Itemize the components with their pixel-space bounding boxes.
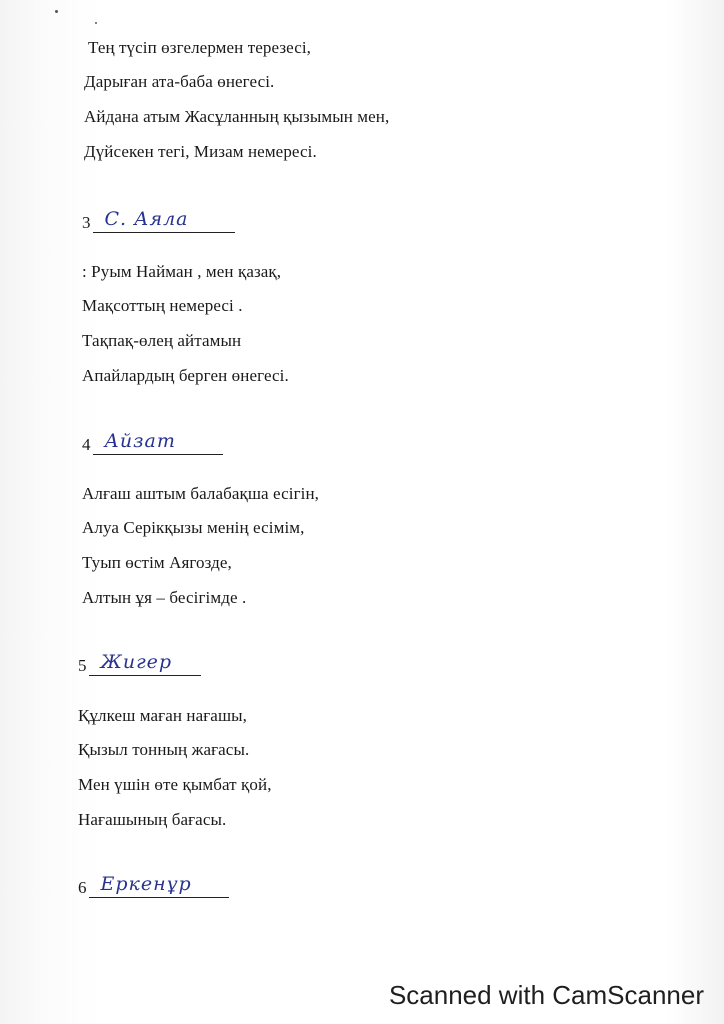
- section-number: 6: [78, 878, 87, 897]
- handwritten-name: Айзат: [104, 430, 176, 452]
- section-heading: [82, 205, 235, 233]
- stanza-line: Құлкеш маған нағашы,: [78, 706, 248, 725]
- stanza-line: Дүйсекен тегі, Мизам немересі.: [84, 142, 317, 161]
- name-blank: [89, 869, 229, 898]
- scan-speck: [55, 10, 58, 13]
- stanza-line: Тақпақ-өлең айтамын: [82, 331, 242, 350]
- stanza-line: : Руым Найман , мен қазақ,: [82, 262, 282, 281]
- section-number: 5: [78, 656, 87, 675]
- stanza-line: Мен үшін өте қымбат қой,: [78, 775, 272, 794]
- stanza-line: Алғаш аштым балабақша есігін,: [82, 484, 320, 503]
- camscanner-watermark: Scanned with CamScanner: [388, 980, 704, 1010]
- stanza-line: Айдана атым Жасұланның қызымын мен,: [84, 107, 390, 126]
- name-blank: [93, 204, 235, 233]
- stanza-line: Нағашының бағасы.: [78, 810, 227, 829]
- stanza-line: Алтын ұя – бесігімде .: [82, 588, 247, 607]
- section-number: 3: [82, 213, 91, 232]
- scan-speck: [95, 22, 97, 24]
- stanza-line: Апайлардың берген өнегесі.: [82, 366, 289, 385]
- handwritten-name: Еркенұр: [100, 873, 192, 895]
- stanza-line: Дарыған ата-баба өнегесі.: [84, 72, 275, 91]
- name-blank: [93, 426, 223, 455]
- stanza-line: Туып өстім Аягозде,: [82, 553, 232, 572]
- name-blank: [89, 647, 201, 676]
- handwritten-name: Жигер: [100, 651, 173, 673]
- stanza-line: Тең түсіп өзгелермен терезесі,: [88, 38, 312, 57]
- handwritten-name: С. Аяла: [104, 208, 189, 230]
- section-heading: [82, 427, 223, 455]
- stanza-line: Мақсоттың немересі .: [82, 296, 243, 315]
- section-number: 4: [82, 435, 91, 454]
- section-heading: [78, 648, 201, 676]
- stanza-line: Алуа Серікқызы менің есімім,: [82, 518, 305, 537]
- stanza-line: Қызыл тонның жағасы.: [78, 740, 250, 759]
- section-heading: [78, 870, 229, 898]
